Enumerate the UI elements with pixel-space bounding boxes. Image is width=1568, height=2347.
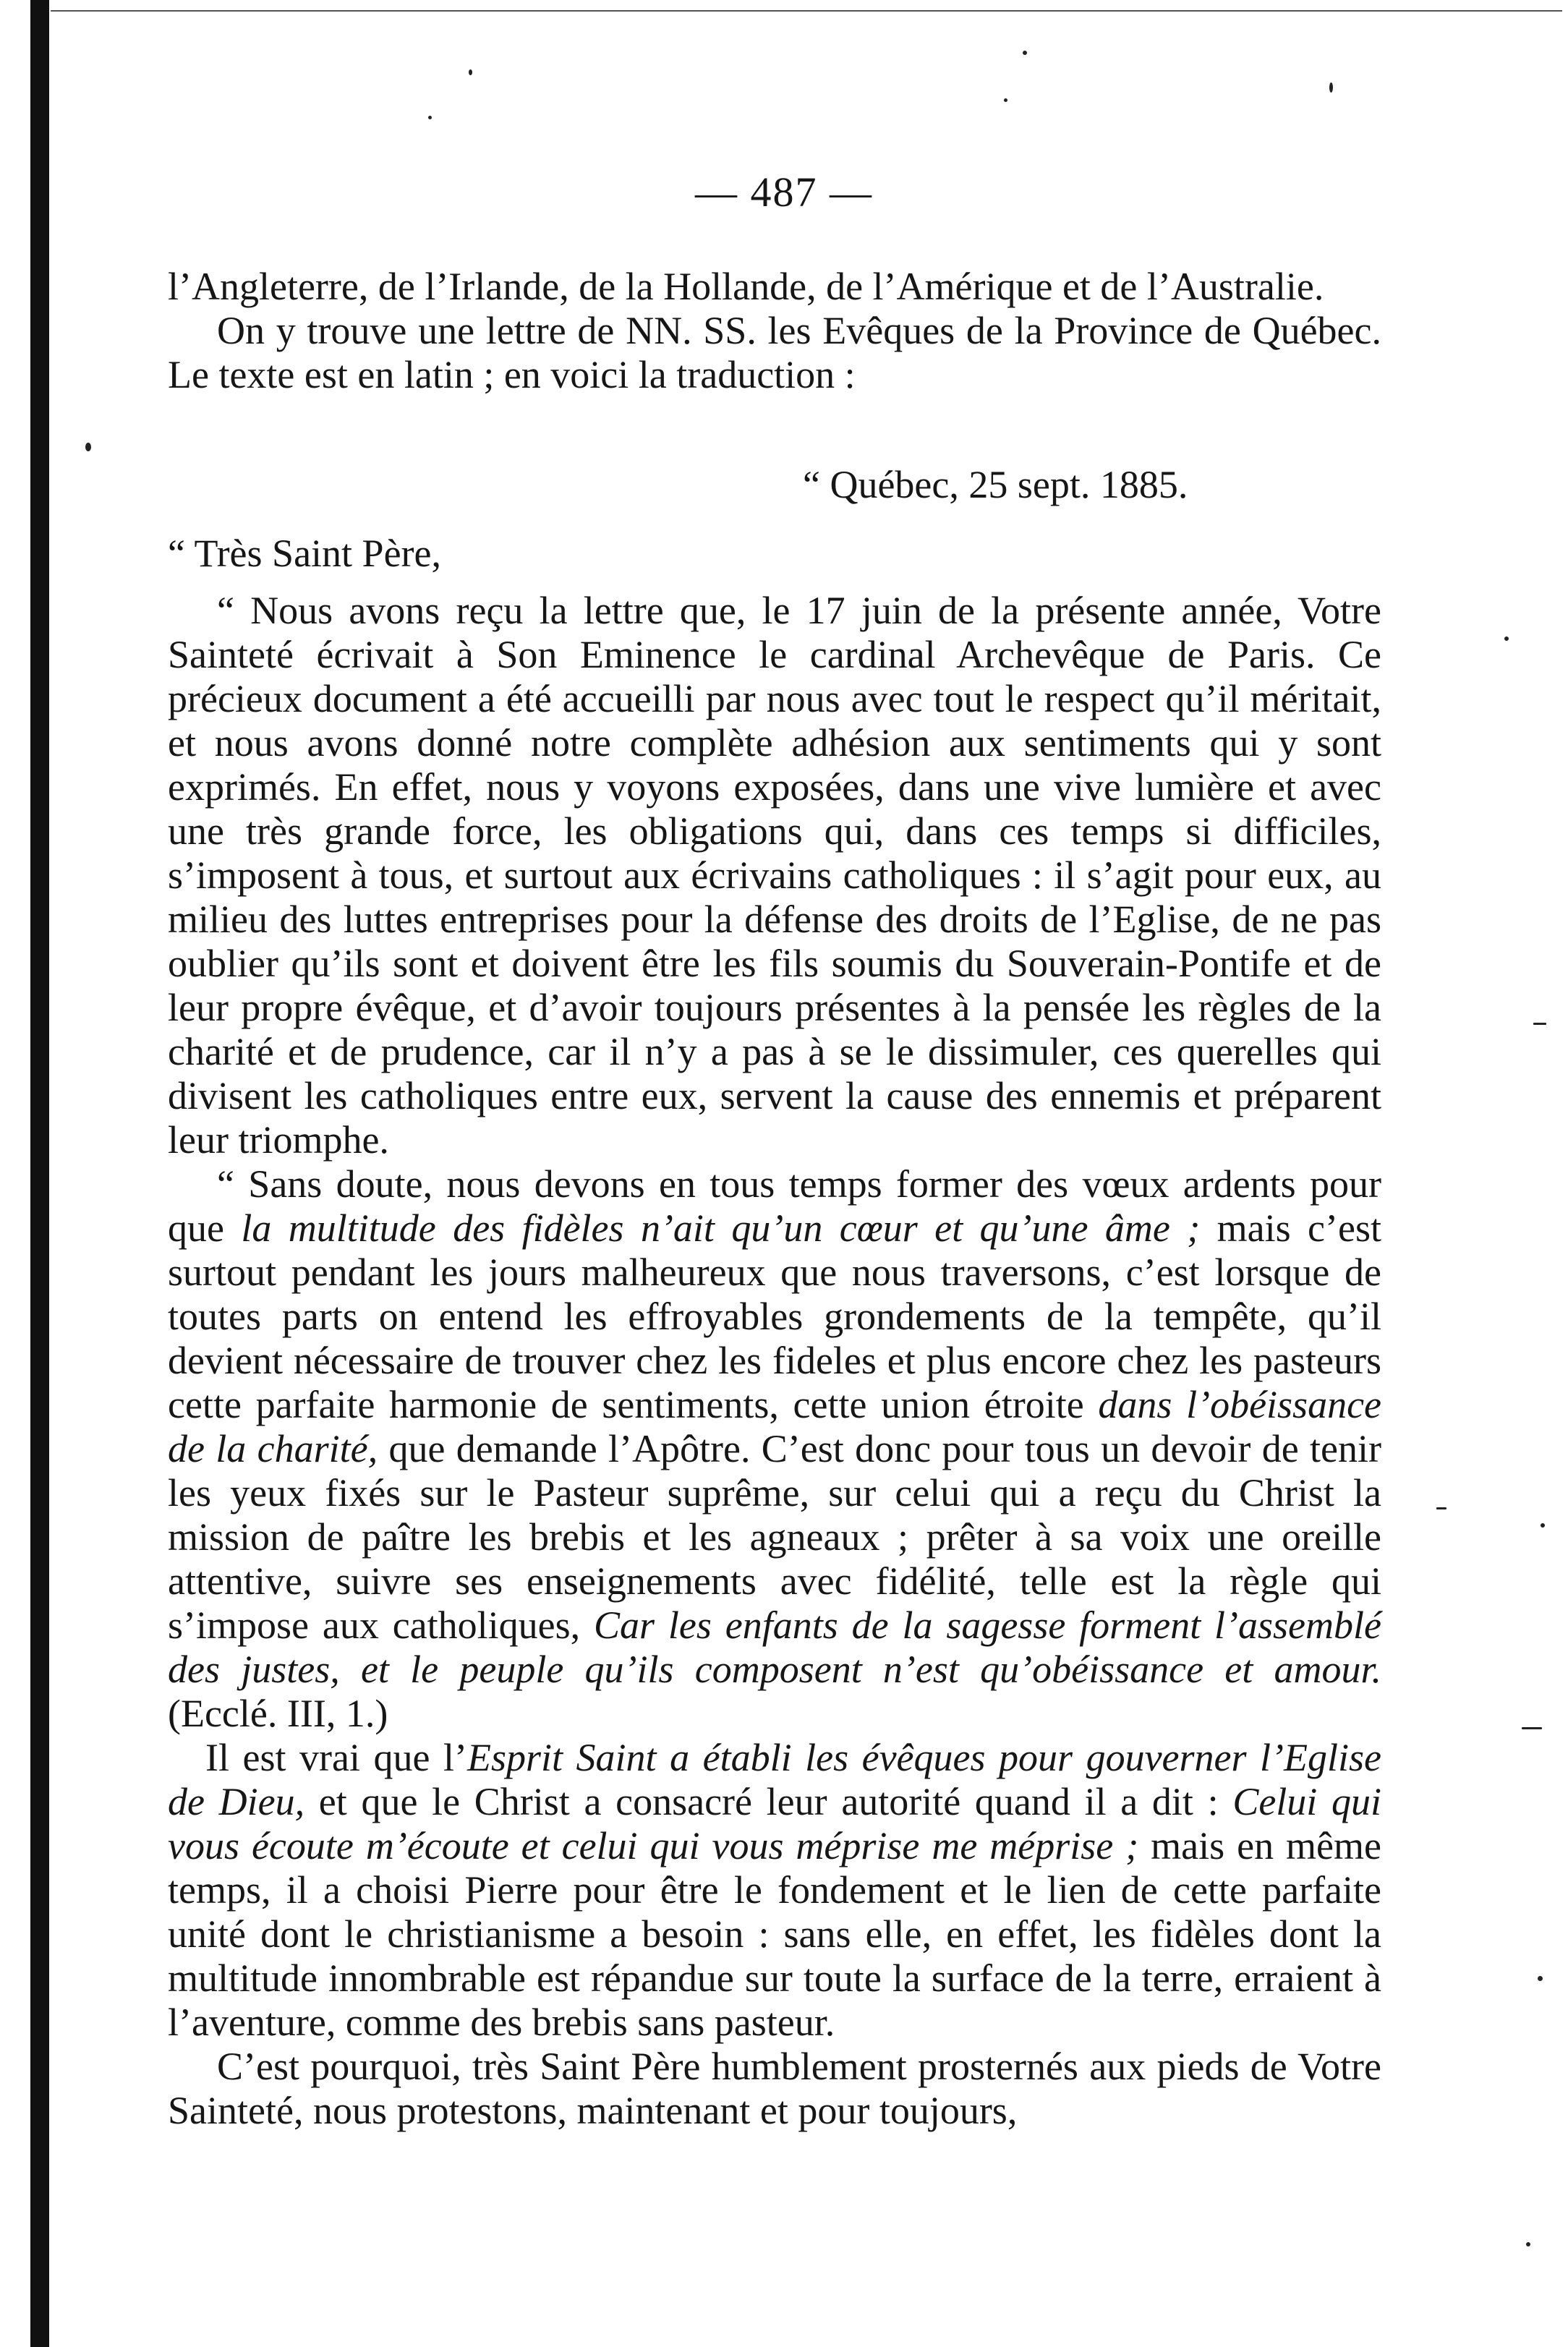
paragraph-text: “ Sans doute, nous devons en tous temps former des vœux ardents pour que (168, 1162, 1381, 1250)
citation: (Ecclé. III, 1.) (168, 1692, 388, 1735)
intro-paragraph-1: l’Angleterre, de l’Irlande, de la Hollande, de l’Amérique et de l’Australie. (168, 265, 1324, 308)
scan-left-edge (30, 0, 49, 2347)
letter-paragraph-4: C’est pourquoi, très Saint Père humblement prosternés aux pieds de Votre Sainteté, nous protestons, maintenant et pour toujours, (168, 2045, 1381, 2132)
letter-paragraph-2 (168, 1162, 1381, 1736)
paragraph-text: et que le Christ a consacré leur autorité quand il a dit : (304, 1780, 1233, 1823)
paragraph-text: Il est vrai que l’ (205, 1736, 467, 1779)
scan-speck (1436, 1507, 1446, 1509)
scan-speck (1329, 82, 1333, 93)
paragraph-text: mais en même temps, il a choisi Pierre pour être le fondement et le lien de cette parfaite unité dont le christianisme a besoin : sans elle, en effet, les fidèles dont la multitude innombrable est répandue sur toute la surface de la terre, erraient à l’aventure, comme des brebis sans pasteur. (168, 1824, 1381, 2044)
scan-speck (469, 69, 472, 75)
scan-speck (428, 116, 432, 119)
scan-speck (1526, 2242, 1530, 2246)
scripture-quote: Esprit Saint a établi les évêques pour gouverner l’Eglise de Dieu, (168, 1736, 1381, 1823)
scan-speck (1538, 1976, 1543, 1981)
page-number: — 487 — (695, 169, 873, 216)
letter-paragraph-3 (168, 1736, 1381, 2045)
scripture-quote: Celui qui vous écoute m’écoute et celui qui vous méprise me méprise ; (168, 1780, 1381, 1867)
scan-top-edge (51, 10, 1562, 12)
scripture-quote: la multitude des fidèles n’ait qu’un cœur et qu’une âme ; (241, 1206, 1201, 1250)
scan-speck (1004, 98, 1007, 102)
scan-speck (1504, 636, 1509, 641)
scan-speck (85, 443, 91, 451)
letter-date: “ Québec, 25 sept. 1885. (803, 463, 1188, 506)
scan-speck (1522, 1727, 1542, 1729)
scripture-quote: dans l’obéissance de la charité, (168, 1383, 1381, 1470)
scan-speck (1023, 51, 1027, 55)
scan-speck (1533, 1023, 1546, 1025)
scan-speck (1541, 1523, 1545, 1528)
scripture-quote: Car les enfants de la sagesse forment l’assemblé des justes, et le peuple qu’ils composent n’est qu’obéissance et amour. (168, 1603, 1381, 1691)
intro-block (168, 265, 1381, 397)
letter-salutation: “ Très Saint Père, (168, 532, 441, 575)
paragraph-text: mais c’est surtout pendant les jours malheureux que nous traversons, c’est lorsque de toutes parts on entend les effroyables grondements de la tempête, qu’il devient nécessaire de trouver chez les fideles et plus encore chez les pasteurs cette parfaite harmonie de sentiments, cette union étroite (168, 1206, 1381, 1426)
letter-paragraph-1: “ Nous avons reçu la lettre que, le 17 juin de la présente année, Votre Sainteté écrivait à Son Eminence le cardinal Archevêque de Paris. Ce précieux document a été accueilli par nous avec tout le respect qu’il méritait, et nous avons donné notre complète adhésion aux sentiments qui y sont exprimés. En effet, nous y voyons exposées, dans une vive lumière et avec une très grande force, les obligations qui, dans ces temps si difficiles, s’imposent à tous, et surtout aux écrivains catholiques : il s’agit pour eux, au milieu des luttes entreprises pour la défense des droits de l’Eglise, de ne pas oublier qu’ils sont et doivent être les fils soumis du Souverain-Pontife et de leur propre évêque, et d’avoir toujours présentes à la pensée les règles de la charité et de prudence, car il n’y a pas à se le dissimuler, ces querelles qui divisent les catholiques entre eux, servent la cause des ennemis et préparent leur triomphe. (168, 589, 1381, 1162)
intro-paragraph-2: On y trouve une lettre de NN. SS. les Evêques de la Province de Québec. Le texte est en latin ; en voici la traduction : (168, 309, 1381, 396)
letter-body (168, 589, 1381, 2133)
paragraph-text: que demande l’Apôtre. C’est donc pour tous un devoir de tenir les yeux fixés sur le Pasteur suprême, sur celui qui a reçu du Christ la mission de paître les brebis et les agneaux ; prêter à sa voix une oreille attentive, suivre ses enseignements avec fidélité, telle est la règle qui s’impose aux catholiques, (168, 1427, 1381, 1647)
